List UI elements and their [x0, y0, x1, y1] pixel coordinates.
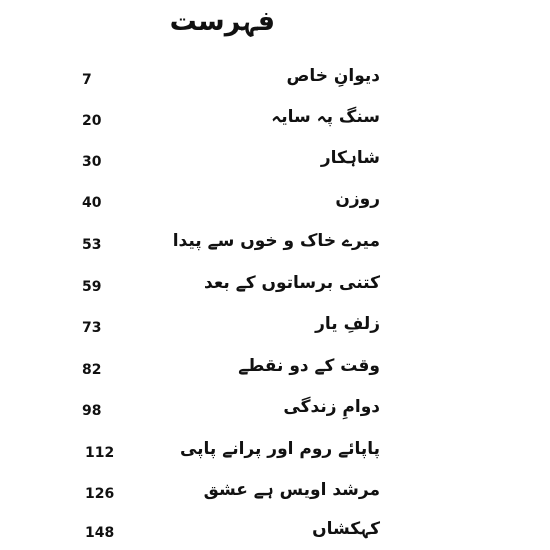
toc-entry-page: 82 — [82, 362, 102, 378]
toc-entry-page: 112 — [85, 445, 115, 461]
toc-entry-page: 30 — [82, 154, 102, 170]
toc-entry-page: 20 — [82, 113, 102, 129]
toc-entry-title: دوامِ زندگی — [283, 397, 380, 417]
toc-entry-title: شاہکار — [320, 148, 380, 168]
toc-entry-page: 126 — [85, 486, 115, 502]
toc-row — [0, 104, 550, 138]
toc-row — [0, 270, 550, 304]
toc-entry-page: 53 — [82, 237, 102, 253]
toc-row — [0, 63, 550, 97]
toc-entry-title: کتنی برساتوں کے بعد — [204, 273, 380, 293]
toc-entry-page: 98 — [82, 403, 102, 419]
toc-entry-title: روزن — [335, 189, 380, 209]
toc-row — [0, 477, 550, 511]
toc-row — [0, 436, 550, 470]
toc-entry-title: وقت کے دو نقطے — [238, 356, 380, 376]
toc-entry-page: 148 — [85, 525, 115, 541]
toc-entry-title: سنگ پہ سایہ — [271, 107, 380, 127]
toc-entry-title: میرے خاک و خوں سے پیدا — [172, 231, 380, 251]
toc-row — [0, 145, 550, 179]
toc-entry-page: 40 — [82, 195, 102, 211]
toc-entry-title: دیوانِ خاص — [286, 66, 380, 86]
toc-entry-title: مرشد اویس ہے عشق — [203, 480, 380, 500]
toc-row — [0, 311, 550, 345]
toc-row — [0, 394, 550, 428]
toc-entry-title: کہکشاں — [312, 519, 380, 539]
toc-row — [0, 353, 550, 387]
toc-entry-page: 73 — [82, 320, 102, 336]
toc-entry-page: 59 — [82, 279, 102, 295]
toc-row — [0, 186, 550, 220]
toc-entry-title: پاپائے روم اور پرانے پاپی — [179, 439, 380, 459]
toc-row — [0, 516, 550, 550]
page-title: فہرست — [169, 6, 275, 37]
toc-entry-page: 7 — [82, 72, 92, 88]
toc-row — [0, 228, 550, 262]
toc-entry-title: زلفِ یار — [315, 314, 380, 334]
